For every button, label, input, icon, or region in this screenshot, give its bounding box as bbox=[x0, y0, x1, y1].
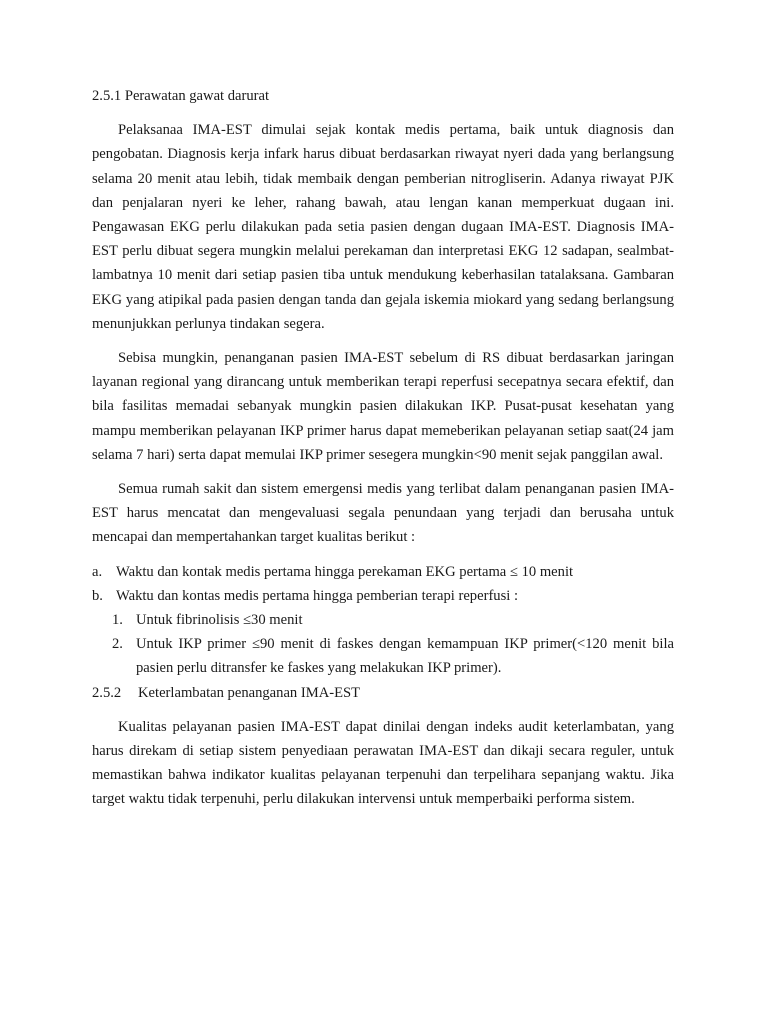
list-marker: 1. bbox=[112, 612, 123, 629]
section-heading-2-5-1: 2.5.1 Perawatan gawat darurat bbox=[92, 88, 270, 104]
sub-list-item bbox=[92, 608, 674, 632]
list-marker: a. bbox=[92, 563, 103, 580]
list-marker: b. bbox=[92, 587, 103, 604]
section-number: 2.5.2 bbox=[92, 684, 122, 701]
list-item-text: Waktu dan kontas medis pertama hingga pemberian terapi reperfusi : bbox=[116, 587, 519, 604]
paragraph: Kualitas pelayanan pasien IMA-EST dapat dinilai dengan indeks audit keterlambatan, yang harus direkam di setiap sistem penyediaan perawatan IMA-EST dan dikaji secara reguler, untuk memastikan bahwa indikator kualitas pelayanan terpenuhi dan terpelihara sepanjang waktu. Jika target waktu tidak terpenuhi, perlu dilakukan intervensi untuk memperbaiki performa sistem. bbox=[92, 718, 674, 808]
section-title: Keterlambatan penanganan IMA-EST bbox=[138, 684, 361, 701]
sub-list-item bbox=[92, 632, 674, 680]
list-item-text: Untuk IKP primer ≤90 menit di faskes dengan kemampuan IKP primer(<120 menit bila pasien perlu ditransfer ke faskes yang melakukan IKP primer). bbox=[136, 636, 674, 677]
document-body bbox=[92, 84, 674, 822]
list-item bbox=[92, 560, 674, 584]
reperfusion-sub-list bbox=[92, 608, 674, 681]
list-marker: 2. bbox=[112, 636, 123, 653]
list-item-text: Waktu dan kontak medis pertama hingga perekaman EKG pertama ≤ 10 menit bbox=[116, 563, 574, 580]
paragraph: Semua rumah sakit dan sistem emergensi medis yang terlibat dalam penanganan pasien IMA-EST harus mencatat dan mengevaluasi segala penundaan yang terjadi dan berusaha untuk mencapai dan mempertahankan target kualitas berikut : bbox=[92, 481, 674, 546]
section-heading-2-5-2 bbox=[92, 681, 674, 705]
paragraph: Sebisa mungkin, penanganan pasien IMA-EST sebelum di RS dibuat berdasarkan jaringan layanan regional yang dirancang untuk memberikan terapi reperfusi secepatnya secara efektif, dan bila fasilitas memadai sebanyak mungkin pasien dilakukan IKP. Pusat-pusat kesehatan yang mampu memberikan pelayanan IKP primer harus dapat memeberikan pelayanan setiap saat(24 jam selama 7 hari) serta dapat memulai IKP primer sesegera mungkin<90 menit sejak panggilan awal. bbox=[92, 350, 674, 463]
list-item-text: Untuk fibrinolisis ≤30 menit bbox=[136, 612, 303, 629]
quality-target-list bbox=[92, 560, 674, 681]
paragraph: Pelaksanaa IMA-EST dimulai sejak kontak medis pertama, baik untuk diagnosis dan pengobatan. Diagnosis kerja infark harus dibuat berdasarkan riwayat nyeri dada yang berlangsung selama 20 menit atau lebih, tidak membaik dengan pemberian nitrogliserin. Adanya riwayat PJK dan penjalaran nyeri ke leher, rahang bawah, atau lengan kanan memperkuat dugaan ini. Pengawasan EKG perlu dilakukan pada setia pasien dengan dugaan IMA-EST. Diagnosis IMA-EST perlu dibuat segera mungkin melalui perekaman dan interpretasi EKG 12 sadapan, sealmbat-lambatnya 10 menit dari setiap pasien tiba untuk mendukung keberhasilan tatalaksana. Gambaran EKG yang atipikal pada pasien dengan tanda dan gejala iskemia miokard yang sedang berlangsung menunjukkan perlunya tindakan segera. bbox=[92, 122, 674, 332]
list-item bbox=[92, 584, 674, 608]
